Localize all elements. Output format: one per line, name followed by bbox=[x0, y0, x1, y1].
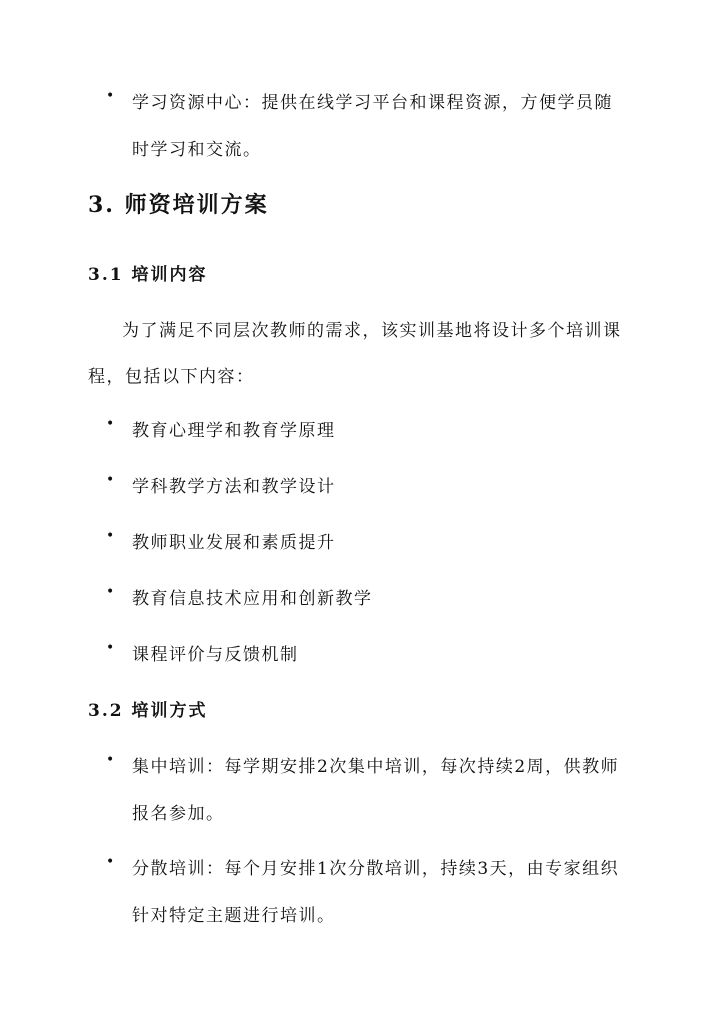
bullet-dot-icon: • bbox=[106, 528, 116, 544]
list-item-text-continued: 针对特定主题进行培训。 bbox=[132, 906, 336, 926]
list-item-text: 教育信息技术应用和创新教学 bbox=[132, 589, 373, 609]
subsection-heading: 3.2 培训方式 bbox=[88, 701, 208, 721]
list-item-text-continued: 时学习和交流。 bbox=[132, 140, 262, 160]
list-item-text-continued: 报名参加。 bbox=[132, 804, 225, 824]
list-item-text: 集中培训：每学期安排2次集中培训，每次持续2周，供教师 bbox=[132, 757, 620, 777]
bullet-dot-icon: • bbox=[106, 472, 116, 488]
section-heading: 3. 师资培训方案 bbox=[88, 192, 269, 218]
bullet-dot-icon: • bbox=[106, 752, 116, 768]
list-item-text: 学习资源中心：提供在线学习平台和课程资源，方便学员随 bbox=[132, 93, 613, 113]
bullet-dot-icon: • bbox=[106, 584, 116, 600]
bullet-dot-icon: • bbox=[106, 88, 116, 104]
paragraph-line: 为了满足不同层次教师的需求，该实训基地将设计多个培训课 bbox=[122, 321, 622, 341]
list-item-text: 教育心理学和教育学原理 bbox=[132, 421, 336, 441]
bullet-dot-icon: • bbox=[106, 854, 116, 870]
paragraph-line: 程，包括以下内容： bbox=[88, 367, 255, 387]
list-item-text: 分散培训：每个月安排1次分散培训，持续3天，由专家组织 bbox=[132, 859, 620, 879]
bullet-dot-icon: • bbox=[106, 640, 116, 656]
subsection-heading: 3.1 培训内容 bbox=[88, 265, 208, 285]
bullet-dot-icon: • bbox=[106, 416, 116, 432]
list-item-text: 学科教学方法和教学设计 bbox=[132, 477, 336, 497]
list-item-text: 教师职业发展和素质提升 bbox=[132, 533, 336, 553]
list-item-text: 课程评价与反馈机制 bbox=[132, 645, 299, 665]
